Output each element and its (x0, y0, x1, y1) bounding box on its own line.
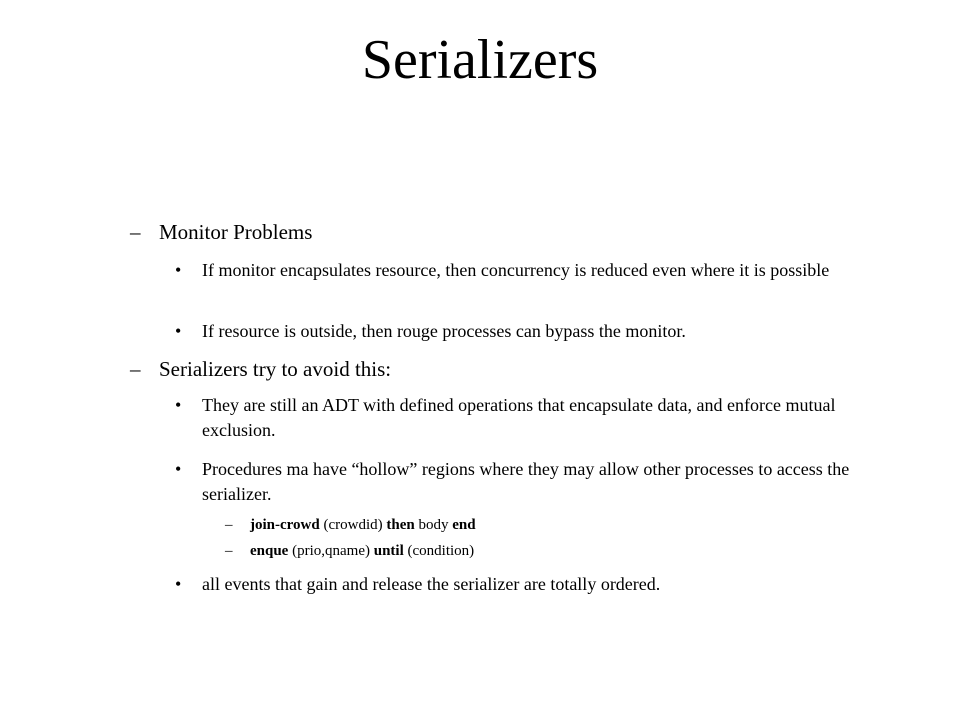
bullet-marker: • (175, 321, 182, 341)
keyword: until (373, 543, 404, 559)
code-line (250, 515, 476, 535)
code-line (250, 541, 474, 561)
bullet-text: If monitor encapsulates resource, then concurrency is reduced even where it is possible (202, 260, 830, 280)
slide-title: Serializers (361, 29, 599, 91)
dash-marker: – (225, 517, 233, 533)
section-heading: Serializers try to avoid this: (159, 357, 392, 381)
dash-marker: – (225, 543, 233, 559)
argument: (prio,qname) (288, 543, 374, 559)
bullet-text: all events that gain and release the serializer are totally ordered. (202, 574, 661, 594)
bullet-marker: • (175, 260, 182, 280)
dash-marker: – (130, 357, 141, 381)
keyword: then (386, 517, 415, 533)
keyword: enque (250, 543, 289, 559)
bullet-text: If resource is outside, then rouge processes can bypass the monitor. (202, 321, 686, 341)
bullet-marker: • (175, 459, 182, 479)
argument: (condition) (403, 543, 475, 559)
keyword: end (452, 517, 476, 533)
section-heading: Monitor Problems (159, 220, 313, 244)
bullet-text: They are still an ADT with defined operations that encapsulate data, and enforce mutual exclusion. (202, 395, 836, 440)
argument: (crowdid) (319, 517, 387, 533)
bullet-marker: • (175, 395, 182, 415)
dash-marker: – (130, 220, 141, 244)
argument: body (414, 517, 453, 533)
bullet-marker: • (175, 574, 182, 594)
bullet-text: Procedures ma have “hollow” regions where they may allow other processes to access the serializer. (202, 459, 850, 504)
keyword: join-crowd (250, 517, 320, 533)
